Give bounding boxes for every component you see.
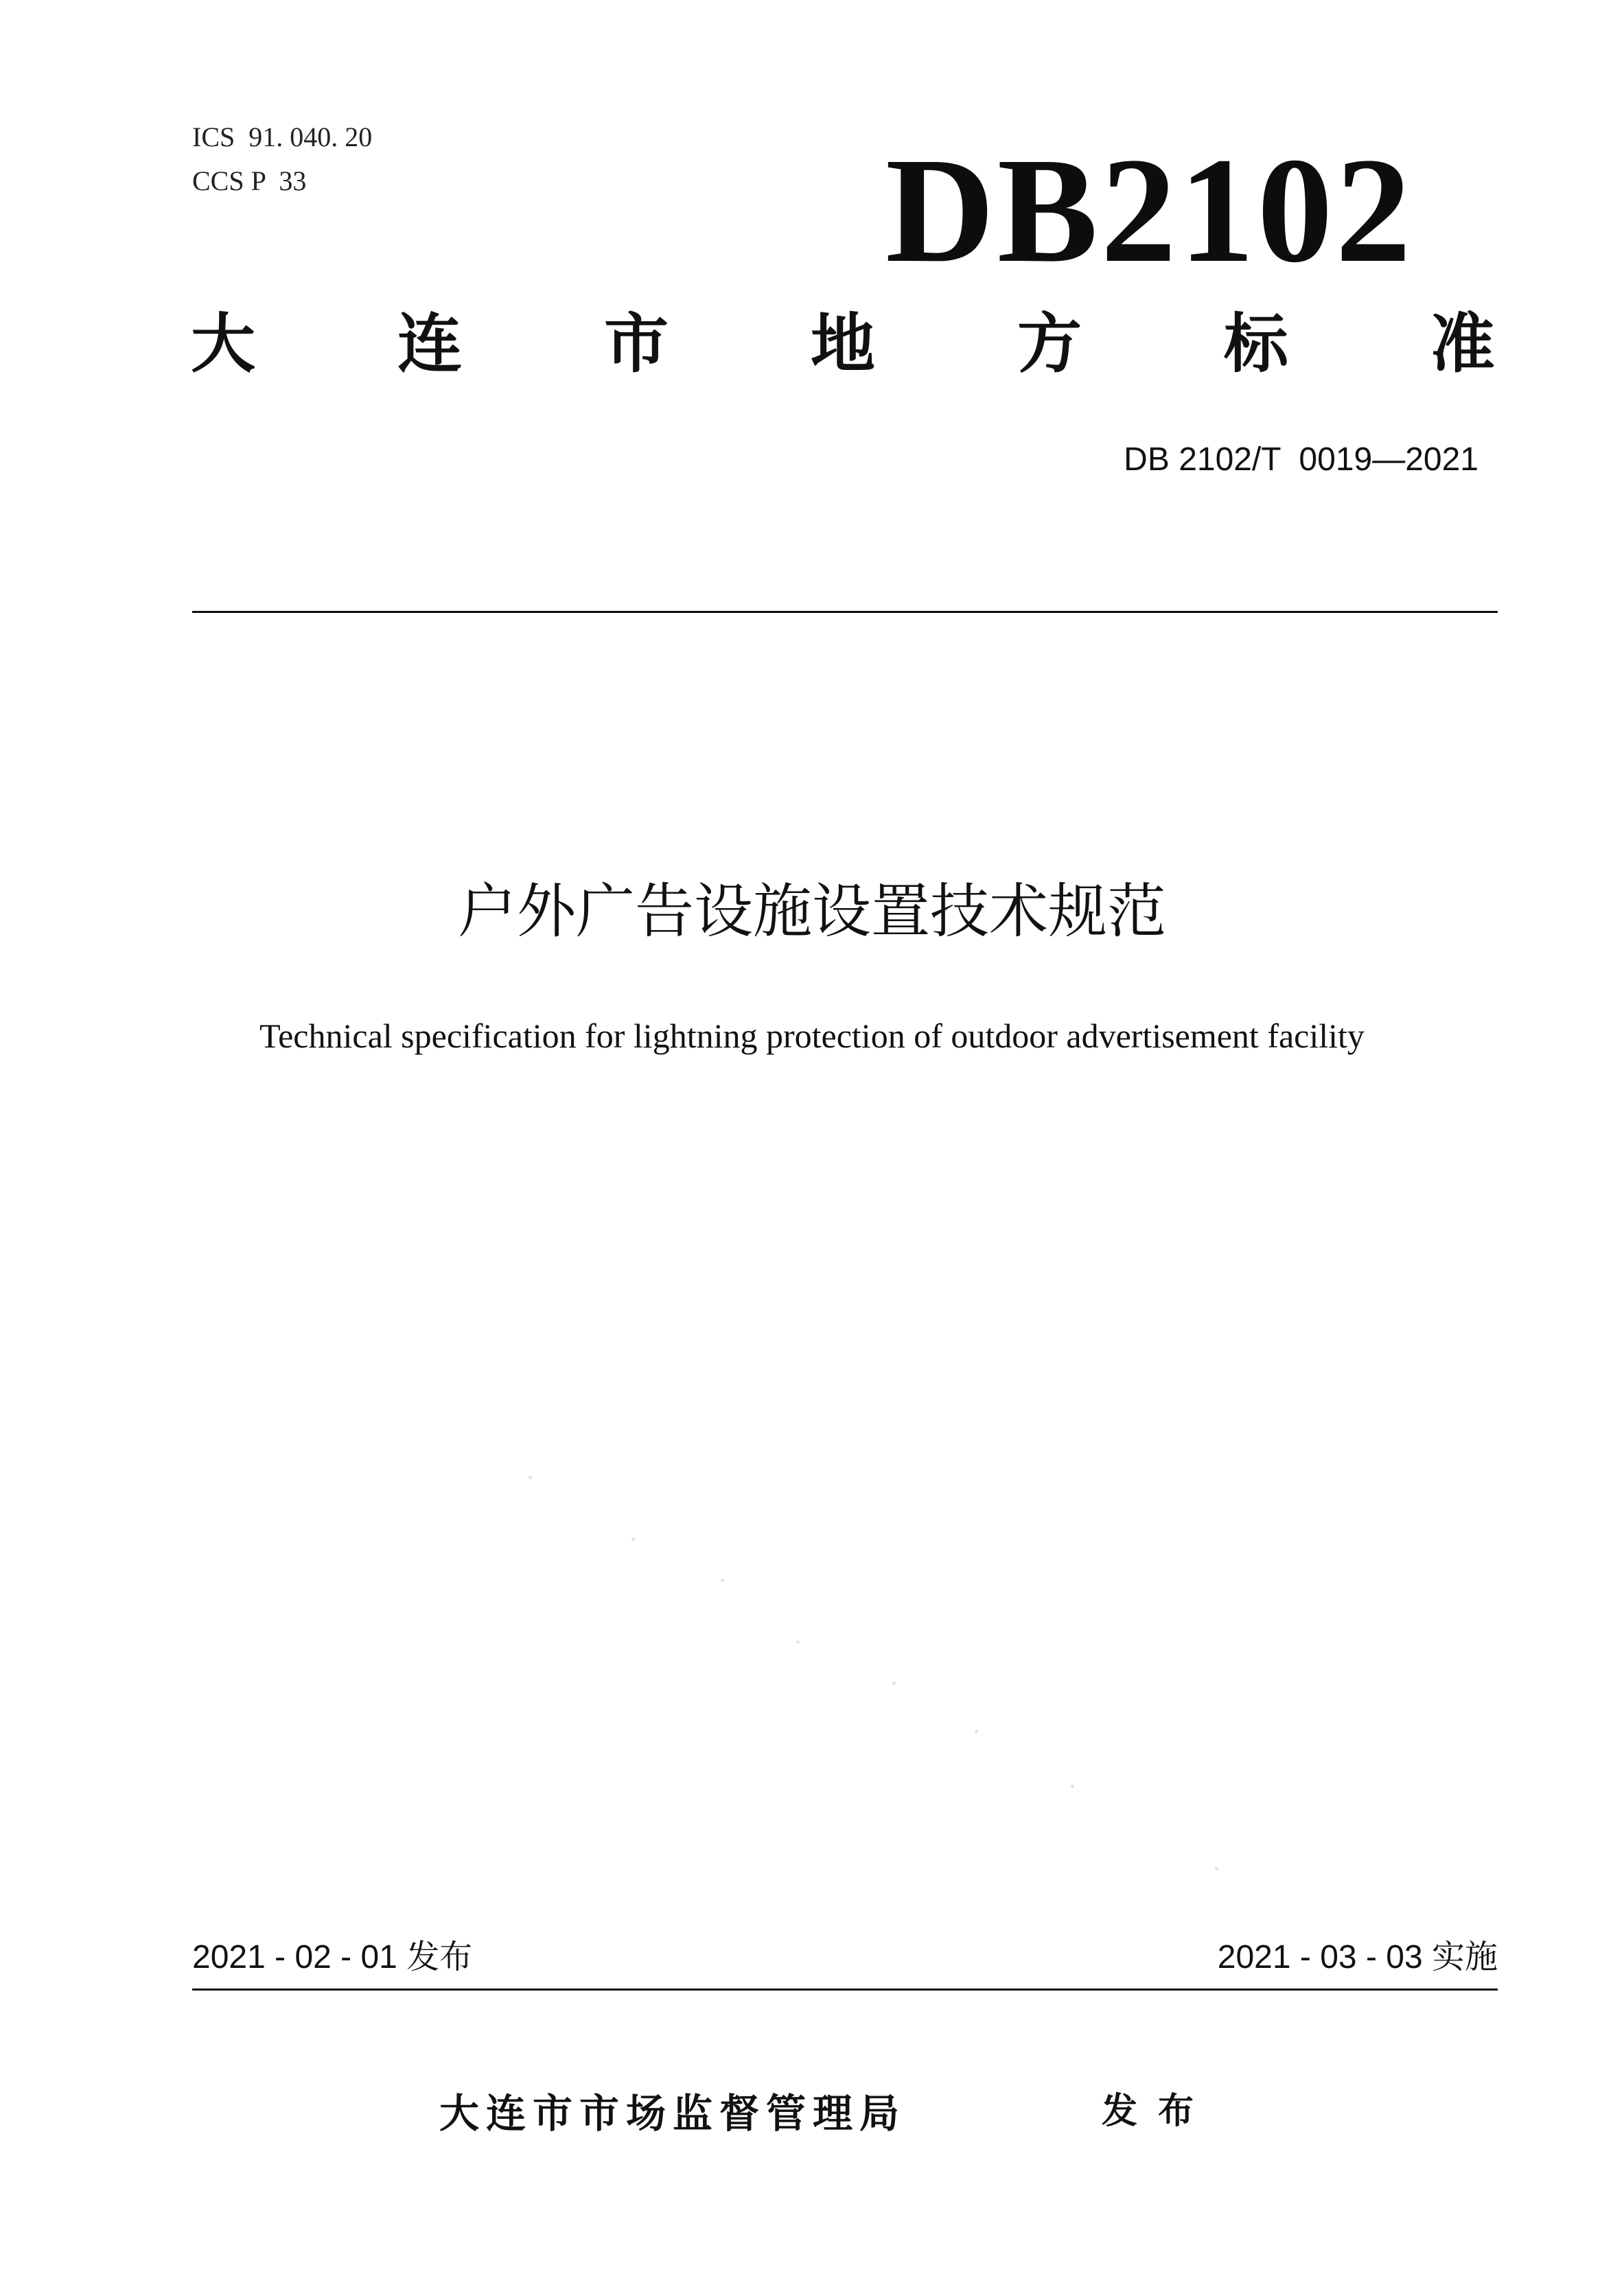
- category-char: 连: [397, 307, 462, 382]
- category-char: 准: [1430, 307, 1495, 382]
- scan-speck: [529, 1476, 532, 1479]
- implementation-date: 2021 - 03 - 03 实施: [1217, 1939, 1498, 1975]
- scan-speck: [975, 1730, 978, 1733]
- title-english: Technical specification for lightning protection of outdoor advertisement facility: [259, 1017, 1365, 1055]
- scan-speck: [721, 1579, 724, 1582]
- scan-speck: [631, 1538, 635, 1541]
- category-char: 地: [810, 307, 875, 382]
- category-char: 标: [1223, 307, 1288, 382]
- standard-number: DB 2102/T 0019—2021: [1124, 441, 1478, 478]
- scan-speck: [892, 1682, 896, 1685]
- standard-category: [191, 307, 1495, 382]
- standard-code: DB2102: [885, 126, 1414, 294]
- scan-speck: [1071, 1785, 1074, 1788]
- category-char: 大: [191, 307, 256, 382]
- ccs-code: CCS P 33: [192, 165, 307, 196]
- top-divider: [192, 611, 1498, 613]
- scan-speck: [796, 1640, 800, 1644]
- scan-speck: [1215, 1867, 1218, 1870]
- bottom-divider: [192, 1988, 1498, 1991]
- category-char: 方: [1017, 307, 1082, 382]
- publisher-name: 大连市市场监督管理局: [439, 2090, 907, 2137]
- category-char: 市: [603, 307, 669, 382]
- ics-code: ICS 91. 040. 20: [192, 121, 373, 152]
- issue-date: 2021 - 02 - 01 发布: [192, 1939, 473, 1975]
- publish-label: 发布: [1102, 2091, 1215, 2132]
- title-chinese: 户外广告设施设置技术规范: [458, 877, 1166, 946]
